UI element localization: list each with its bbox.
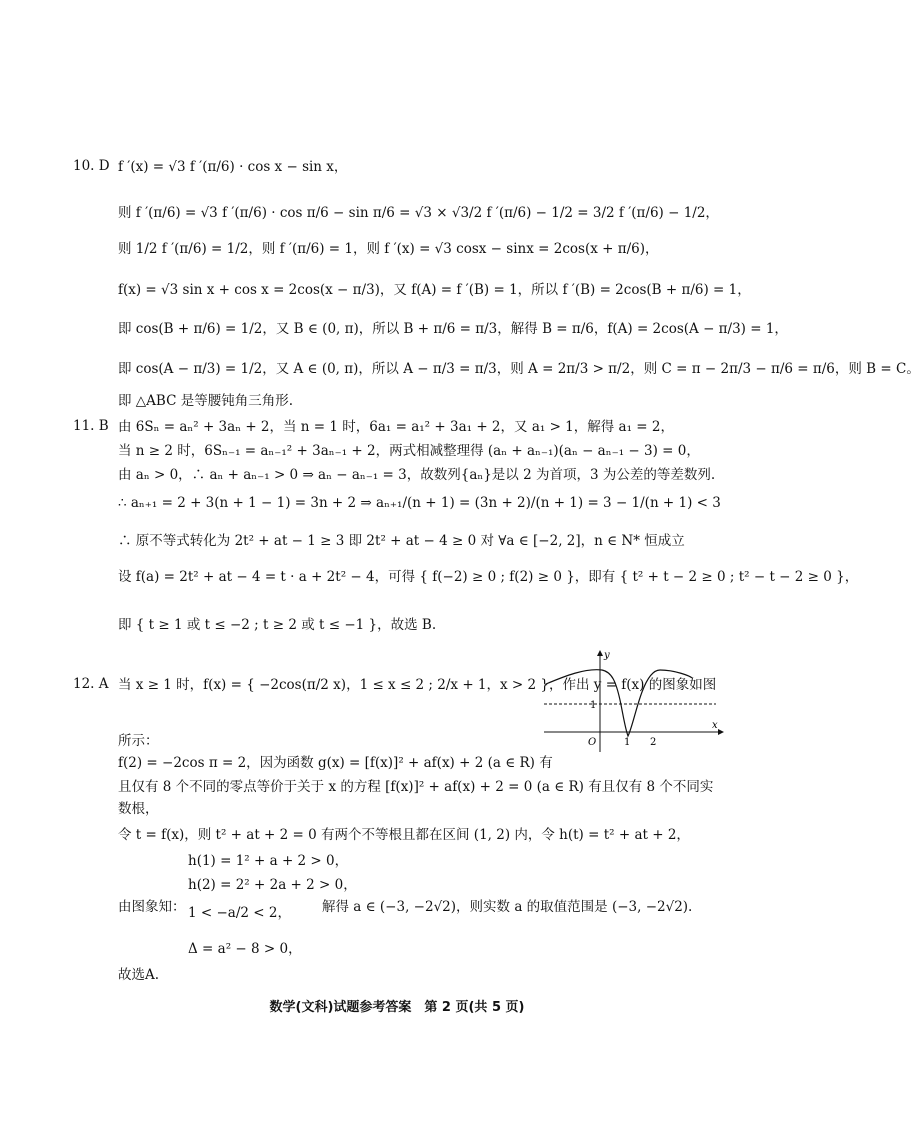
q11-line-2: 当 n ≥ 2 时，6Sₙ₋₁ = aₙ₋₁² + 3aₙ₋₁ + 2，两式相减整理得 (aₙ + aₙ₋₁)(aₙ − aₙ₋₁ − 3) = 0， [118,443,700,459]
q10-line-7: 即 △ABC 是等腰钝角三角形. [118,393,294,409]
page-footer: 数学(文科)试题参考答案 第 2 页(共 5 页) [269,1000,525,1015]
q10-line-3: 则 1/2 f ′(π/6) = 1/2，则 f ′(π/6) = 1，则 f ′(x) = √3 cosx − sinx = 2cos(x + π/6)， [118,241,659,257]
y-axis-label: y [604,650,610,661]
q12-line-8: h(2) = 2² + 2a + 2 > 0， [188,877,357,893]
q12-line-3: f(2) = −2cos π = 2，因为函数 g(x) = [f(x)]² + af(x) + 2 (a ∈ R) 有 [118,755,553,771]
q11-line-7: 即 { t ≥ 1 或 t ≤ −2 ; t ≥ 2 或 t ≤ −1 }，故选 B. [118,617,437,633]
q12-line-7: h(1) = 1² + a + 2 > 0， [188,853,349,869]
q10-line-5: 即 cos(B + π/6) = 1/2，又 B ∈ (0, π)，所以 B + π/6 = π/3，解得 B = π/6，f(A) = 2cos(A − π/3) = 1， [118,321,788,337]
x-axis-arrow [718,729,724,735]
q12-line-11: 解得 a ∈ (−3, −2√2)，则实数 a 的取值范围是 (−3, −2√2). [322,899,693,915]
x-axis-label: x [712,720,718,731]
q12-line-9: 由图象知： [118,899,186,915]
function-curve [546,670,692,736]
q12-line-10: 1 < −a/2 < 2， [188,905,291,921]
q10-line-4: f(x) = √3 sin x + cos x = 2cos(x − π/3)，又 f(A) = f ′(B) = 1，所以 f ′(B) = 2cos(B + π/6) = 1， [118,282,751,298]
q12-label: 12. A [73,676,109,692]
q12-line-2: 所示： [118,733,159,749]
function-graph [540,648,726,758]
q10-line-1: f ′(x) = √3 f ′(π/6) · cos x − sin x， [118,159,348,175]
q10-label: 10. D [73,158,110,174]
q12-line-5: 数根， [118,801,159,817]
q11-label: 11. B [73,418,109,434]
tick-x1-label: 1 [624,737,631,748]
q12-line-13: 故选A. [118,967,160,983]
y-axis-arrow [597,650,603,656]
tick-y1-label: 1 [590,700,597,711]
q10-line-2: 则 f ′(π/6) = √3 f ′(π/6) · cos π/6 − sin π/6 = √3 × √3/2 f ′(π/6) − 1/2 = 3/2 f ′(π/6) − 1/2， [118,205,719,221]
q11-line-6: 设 f(a) = 2t² + at − 4 = t · a + 2t² − 4，可得 { f(−2) ≥ 0 ; f(2) ≥ 0 }，即有 { t² + t − 2 ≥ 0 ; t² − t − 2 ≥ 0 }， [118,569,859,585]
q10-line-6: 即 cos(A − π/3) = 1/2，又 A ∈ (0, π)，所以 A − π/3 = π/3，则 A = 2π/3 > π/2，则 C = π − 2π/3 − π/6 = π/6，则 B = C。 [118,361,920,377]
origin-label: O [588,737,597,748]
q12-line-1: 当 x ≥ 1 时，f(x) = { −2cos(π/2 x)，1 ≤ x ≤ 2 ; 2/x + 1，x > 2 }，作出 y = f(x) 的图象如图 [118,677,717,693]
q11-line-4: ∴ aₙ₊₁ = 2 + 3(n + 1 − 1) = 3n + 2 ⇒ aₙ₊₁/(n + 1) = (3n + 2)/(n + 1) = 3 − 1/(n + 1) < 3 [118,495,721,511]
tick-x2-label: 2 [650,737,657,748]
q11-line-1: 由 6Sₙ = aₙ² + 3aₙ + 2，当 n = 1 时，6a₁ = a₁² + 3a₁ + 2，又 a₁ > 1，解得 a₁ = 2， [118,419,674,435]
q12-line-12: Δ = a² − 8 > 0， [188,941,302,957]
q12-line-6: 令 t = f(x)，则 t² + at + 2 = 0 有两个不等根且都在区间 (1, 2) 内，令 h(t) = t² + at + 2， [118,827,690,843]
q12-line-4: 且仅有 8 个不同的零点等价于关于 x 的方程 [f(x)]² + af(x) + 2 = 0 (a ∈ R) 有且仅有 8 个不同实 [118,779,714,795]
q11-line-5: ∴ 原不等式转化为 2t² + at − 1 ≥ 3 即 2t² + at − 4 ≥ 0 对 ∀a ∈ [−2, 2]，n ∈ N* 恒成立 [118,533,685,549]
q11-line-3: 由 aₙ > 0，∴ aₙ + aₙ₋₁ > 0 ⇒ aₙ − aₙ₋₁ = 3，故数列{aₙ}是以 2 为首项，3 为公差的等差数列. [118,467,716,483]
